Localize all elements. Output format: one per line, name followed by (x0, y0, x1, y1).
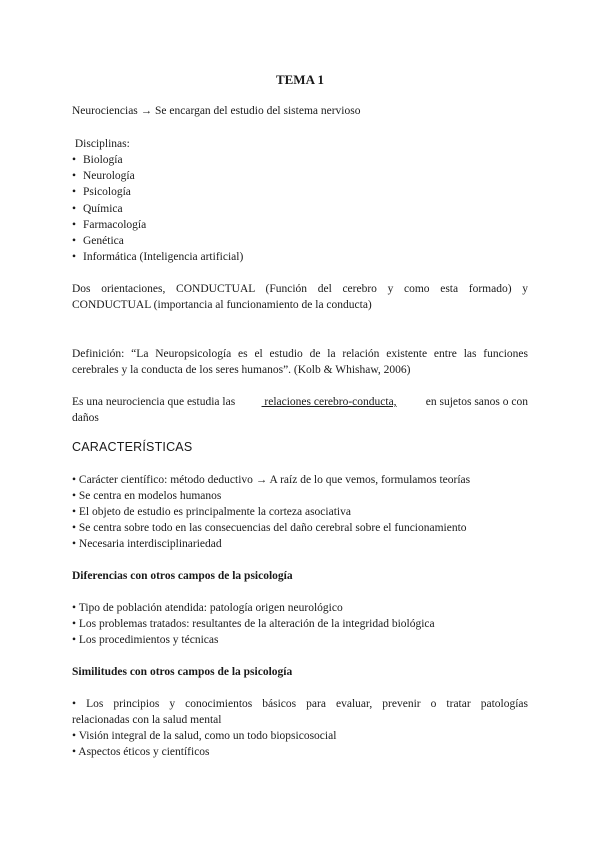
intro-line: Neurociencias → Se encargan del estudio del sistema nervioso (72, 105, 361, 117)
disciplinas-heading: Disciplinas: (72, 138, 130, 150)
similitudes-item: • Aspectos éticos y científicos (72, 746, 210, 758)
definicion-line2: cerebrales y la conducta de los seres humanos”. (Kolb & Whishaw, 2006) (72, 364, 411, 376)
diferencias-heading: Diferencias con otros campos de la psicología (72, 570, 293, 582)
neurociencia-line2: daños (72, 412, 99, 424)
caracteristicas-item: • Se centra en modelos humanos (72, 490, 222, 502)
list-item: • Informática (Inteligencia artificial) (72, 249, 243, 265)
caracteristicas-heading: CARACTERÍSTICAS (72, 440, 193, 454)
list-item: • Farmacología (72, 217, 243, 233)
list-item: • Genética (72, 233, 243, 249)
neurociencia-text-post: en sujetos sanos o con (422, 396, 528, 408)
diferencias-item: • Los procedimientos y técnicas (72, 634, 219, 646)
neurociencia-line1 (72, 394, 528, 410)
similitudes-heading: Similitudes con otros campos de la psicología (72, 666, 293, 678)
neurociencia-text-pre: Es una neurociencia que estudia las (72, 396, 236, 408)
similitudes-item1-line2: relacionadas con la salud mental (72, 714, 222, 726)
orientaciones-line2: CONDUCTUAL (importancia al funcionamiento de la conducta) (72, 299, 372, 311)
neurociencia-underlined: relaciones cerebro-conducta, (261, 396, 397, 408)
diferencias-item: • Tipo de población atendida: patología origen neurológico (72, 602, 343, 614)
orientaciones-line1: Dos orientaciones, CONDUCTUAL (Función del cerebro y como esta formado) y (72, 283, 528, 295)
list-item: • Neurología (72, 168, 243, 184)
caracteristicas-item: • Necesaria interdisciplinariedad (72, 538, 222, 550)
caracteristicas-item: • Carácter científico: método deductivo → A raíz de lo que vemos, formulamos teorías (72, 474, 471, 486)
caracteristicas-item: • Se centra sobre todo en las consecuencias del daño cerebral sobre el funcionamiento (72, 522, 467, 534)
disciplinas-list (72, 152, 243, 265)
similitudes-item: • Visión integral de la salud, como un todo biopsicosocial (72, 730, 337, 742)
diferencias-item: • Los problemas tratados: resultantes de la alteración de la integridad biológica (72, 618, 435, 630)
page-title: TEMA 1 (275, 72, 325, 87)
caracteristicas-item: • El objeto de estudio es principalmente la corteza asociativa (72, 506, 351, 518)
similitudes-item1-line1: • Los principios y conocimientos básicos para evaluar, prevenir o tratar patologías (72, 698, 528, 710)
list-item: • Biología (72, 152, 243, 168)
list-item: • Psicología (72, 184, 243, 200)
definicion-line1: Definición: “La Neuropsicología es el estudio de la relación existente entre las funciones (72, 348, 528, 360)
list-item: • Química (72, 201, 243, 217)
